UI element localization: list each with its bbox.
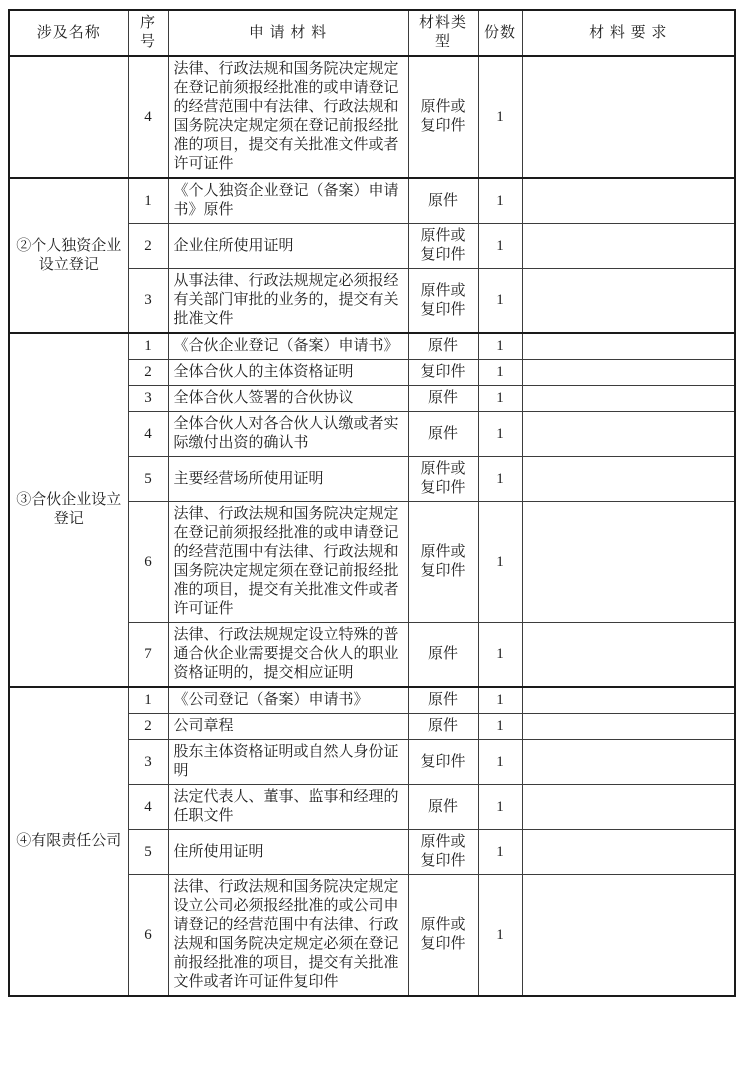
- material-cell: 公司章程: [168, 714, 408, 740]
- serial-cell: 1: [128, 333, 168, 360]
- requirement-cell: [522, 178, 735, 224]
- requirement-cell: [522, 333, 735, 360]
- requirement-cell: [522, 785, 735, 830]
- col-header-copies: 份数: [478, 10, 522, 56]
- serial-cell: 7: [128, 623, 168, 688]
- material-cell: 股东主体资格证明或自然人身份证明: [168, 740, 408, 785]
- material-cell: 全体合伙人签署的合伙协议: [168, 386, 408, 412]
- copies-cell: 1: [478, 457, 522, 502]
- serial-cell: 2: [128, 360, 168, 386]
- requirement-cell: [522, 740, 735, 785]
- copies-cell: 1: [478, 224, 522, 269]
- requirement-cell: [522, 623, 735, 688]
- material-cell: 法律、行政法规和国务院决定规定在登记前须报经批准的或申请登记的经营范围中有法律、行政法规和国务院决定规定须在登记前报经批准的项目，提交有关批准文件或者许可证件: [168, 56, 408, 178]
- material-cell: 《合伙企业登记（备案）申请书》: [168, 333, 408, 360]
- copies-cell: 1: [478, 785, 522, 830]
- material-type-cell: 原件或复印件: [408, 56, 478, 178]
- copies-cell: 1: [478, 740, 522, 785]
- material-cell: 从事法律、行政法规规定必须报经有关部门审批的业务的，提交有关批准文件: [168, 269, 408, 334]
- copies-cell: 1: [478, 178, 522, 224]
- material-type-cell: 原件或复印件: [408, 502, 478, 623]
- serial-cell: 3: [128, 740, 168, 785]
- material-cell: 法律、行政法规和国务院决定规定在登记前须报经批准的或申请登记的经营范围中有法律、行政法规和国务院决定规定须在登记前报经批准的项目，提交有关批准文件或者许可证件: [168, 502, 408, 623]
- copies-cell: 1: [478, 714, 522, 740]
- involved-name-cell: ③合伙企业设立登记: [9, 333, 128, 687]
- col-header-requirement: 材 料 要 求: [522, 10, 735, 56]
- serial-cell: 2: [128, 714, 168, 740]
- table-row: [9, 56, 735, 178]
- serial-cell: 4: [128, 785, 168, 830]
- material-type-cell: 原件或复印件: [408, 224, 478, 269]
- copies-cell: 1: [478, 875, 522, 997]
- material-cell: 《个人独资企业登记（备案）申请书》原件: [168, 178, 408, 224]
- table-row: [9, 687, 735, 714]
- copies-cell: 1: [478, 333, 522, 360]
- table-row: [9, 178, 735, 224]
- serial-cell: 3: [128, 269, 168, 334]
- material-type-cell: 原件: [408, 412, 478, 457]
- copies-cell: 1: [478, 623, 522, 688]
- requirement-cell: [522, 386, 735, 412]
- requirement-cell: [522, 830, 735, 875]
- material-type-cell: 复印件: [408, 740, 478, 785]
- material-cell: 企业住所使用证明: [168, 224, 408, 269]
- material-type-cell: 复印件: [408, 360, 478, 386]
- copies-cell: 1: [478, 412, 522, 457]
- copies-cell: 1: [478, 830, 522, 875]
- col-header-involved-name: 涉及名称: [9, 10, 128, 56]
- serial-cell: 5: [128, 457, 168, 502]
- application-materials-table: [8, 9, 736, 997]
- copies-cell: 1: [478, 386, 522, 412]
- serial-cell: 6: [128, 875, 168, 997]
- material-type-cell: 原件或复印件: [408, 830, 478, 875]
- col-header-serial: 序号: [128, 10, 168, 56]
- material-cell: 主要经营场所使用证明: [168, 457, 408, 502]
- material-type-cell: 原件: [408, 785, 478, 830]
- requirement-cell: [522, 412, 735, 457]
- serial-cell: 6: [128, 502, 168, 623]
- requirement-cell: [522, 269, 735, 334]
- serial-cell: 5: [128, 830, 168, 875]
- material-cell: 全体合伙人的主体资格证明: [168, 360, 408, 386]
- material-type-cell: 原件: [408, 333, 478, 360]
- material-cell: 法律、行政法规和国务院决定规定设立公司必须报经批准的或公司申请登记的经营范围中有法律、行政法规和国务院决定规定必须在登记前报经批准的项目，提交有关批准文件或者许可证件复印件: [168, 875, 408, 997]
- material-type-cell: 原件或复印件: [408, 269, 478, 334]
- serial-cell: 2: [128, 224, 168, 269]
- material-cell: 法定代表人、董事、监事和经理的任职文件: [168, 785, 408, 830]
- copies-cell: 1: [478, 269, 522, 334]
- copies-cell: 1: [478, 56, 522, 178]
- material-type-cell: 原件: [408, 714, 478, 740]
- col-header-type: 材料类型: [408, 10, 478, 56]
- material-type-cell: 原件: [408, 386, 478, 412]
- involved-name-cell: ④有限责任公司: [9, 687, 128, 996]
- serial-cell: 4: [128, 412, 168, 457]
- header-row: [9, 10, 735, 56]
- requirement-cell: [522, 56, 735, 178]
- col-header-material: 申 请 材 料: [168, 10, 408, 56]
- material-type-cell: 原件或复印件: [408, 457, 478, 502]
- material-cell: 全体合伙人对各合伙人认缴或者实际缴付出资的确认书: [168, 412, 408, 457]
- material-type-cell: 原件: [408, 178, 478, 224]
- requirement-cell: [522, 875, 735, 997]
- material-cell: 法律、行政法规规定设立特殊的普通合伙企业需要提交合伙人的职业资格证明的，提交相应证明: [168, 623, 408, 688]
- requirement-cell: [522, 360, 735, 386]
- material-type-cell: 原件: [408, 623, 478, 688]
- requirement-cell: [522, 502, 735, 623]
- serial-cell: 4: [128, 56, 168, 178]
- serial-cell: 1: [128, 178, 168, 224]
- material-cell: 住所使用证明: [168, 830, 408, 875]
- table-row: [9, 333, 735, 360]
- requirement-cell: [522, 687, 735, 714]
- requirement-cell: [522, 714, 735, 740]
- copies-cell: 1: [478, 687, 522, 714]
- material-type-cell: 原件或复印件: [408, 875, 478, 997]
- serial-cell: 1: [128, 687, 168, 714]
- requirement-cell: [522, 457, 735, 502]
- copies-cell: 1: [478, 502, 522, 623]
- copies-cell: 1: [478, 360, 522, 386]
- involved-name-cell: ②个人独资企业设立登记: [9, 178, 128, 333]
- requirement-cell: [522, 224, 735, 269]
- involved-name-cell: [9, 56, 128, 178]
- material-cell: 《公司登记（备案）申请书》: [168, 687, 408, 714]
- serial-cell: 3: [128, 386, 168, 412]
- material-type-cell: 原件: [408, 687, 478, 714]
